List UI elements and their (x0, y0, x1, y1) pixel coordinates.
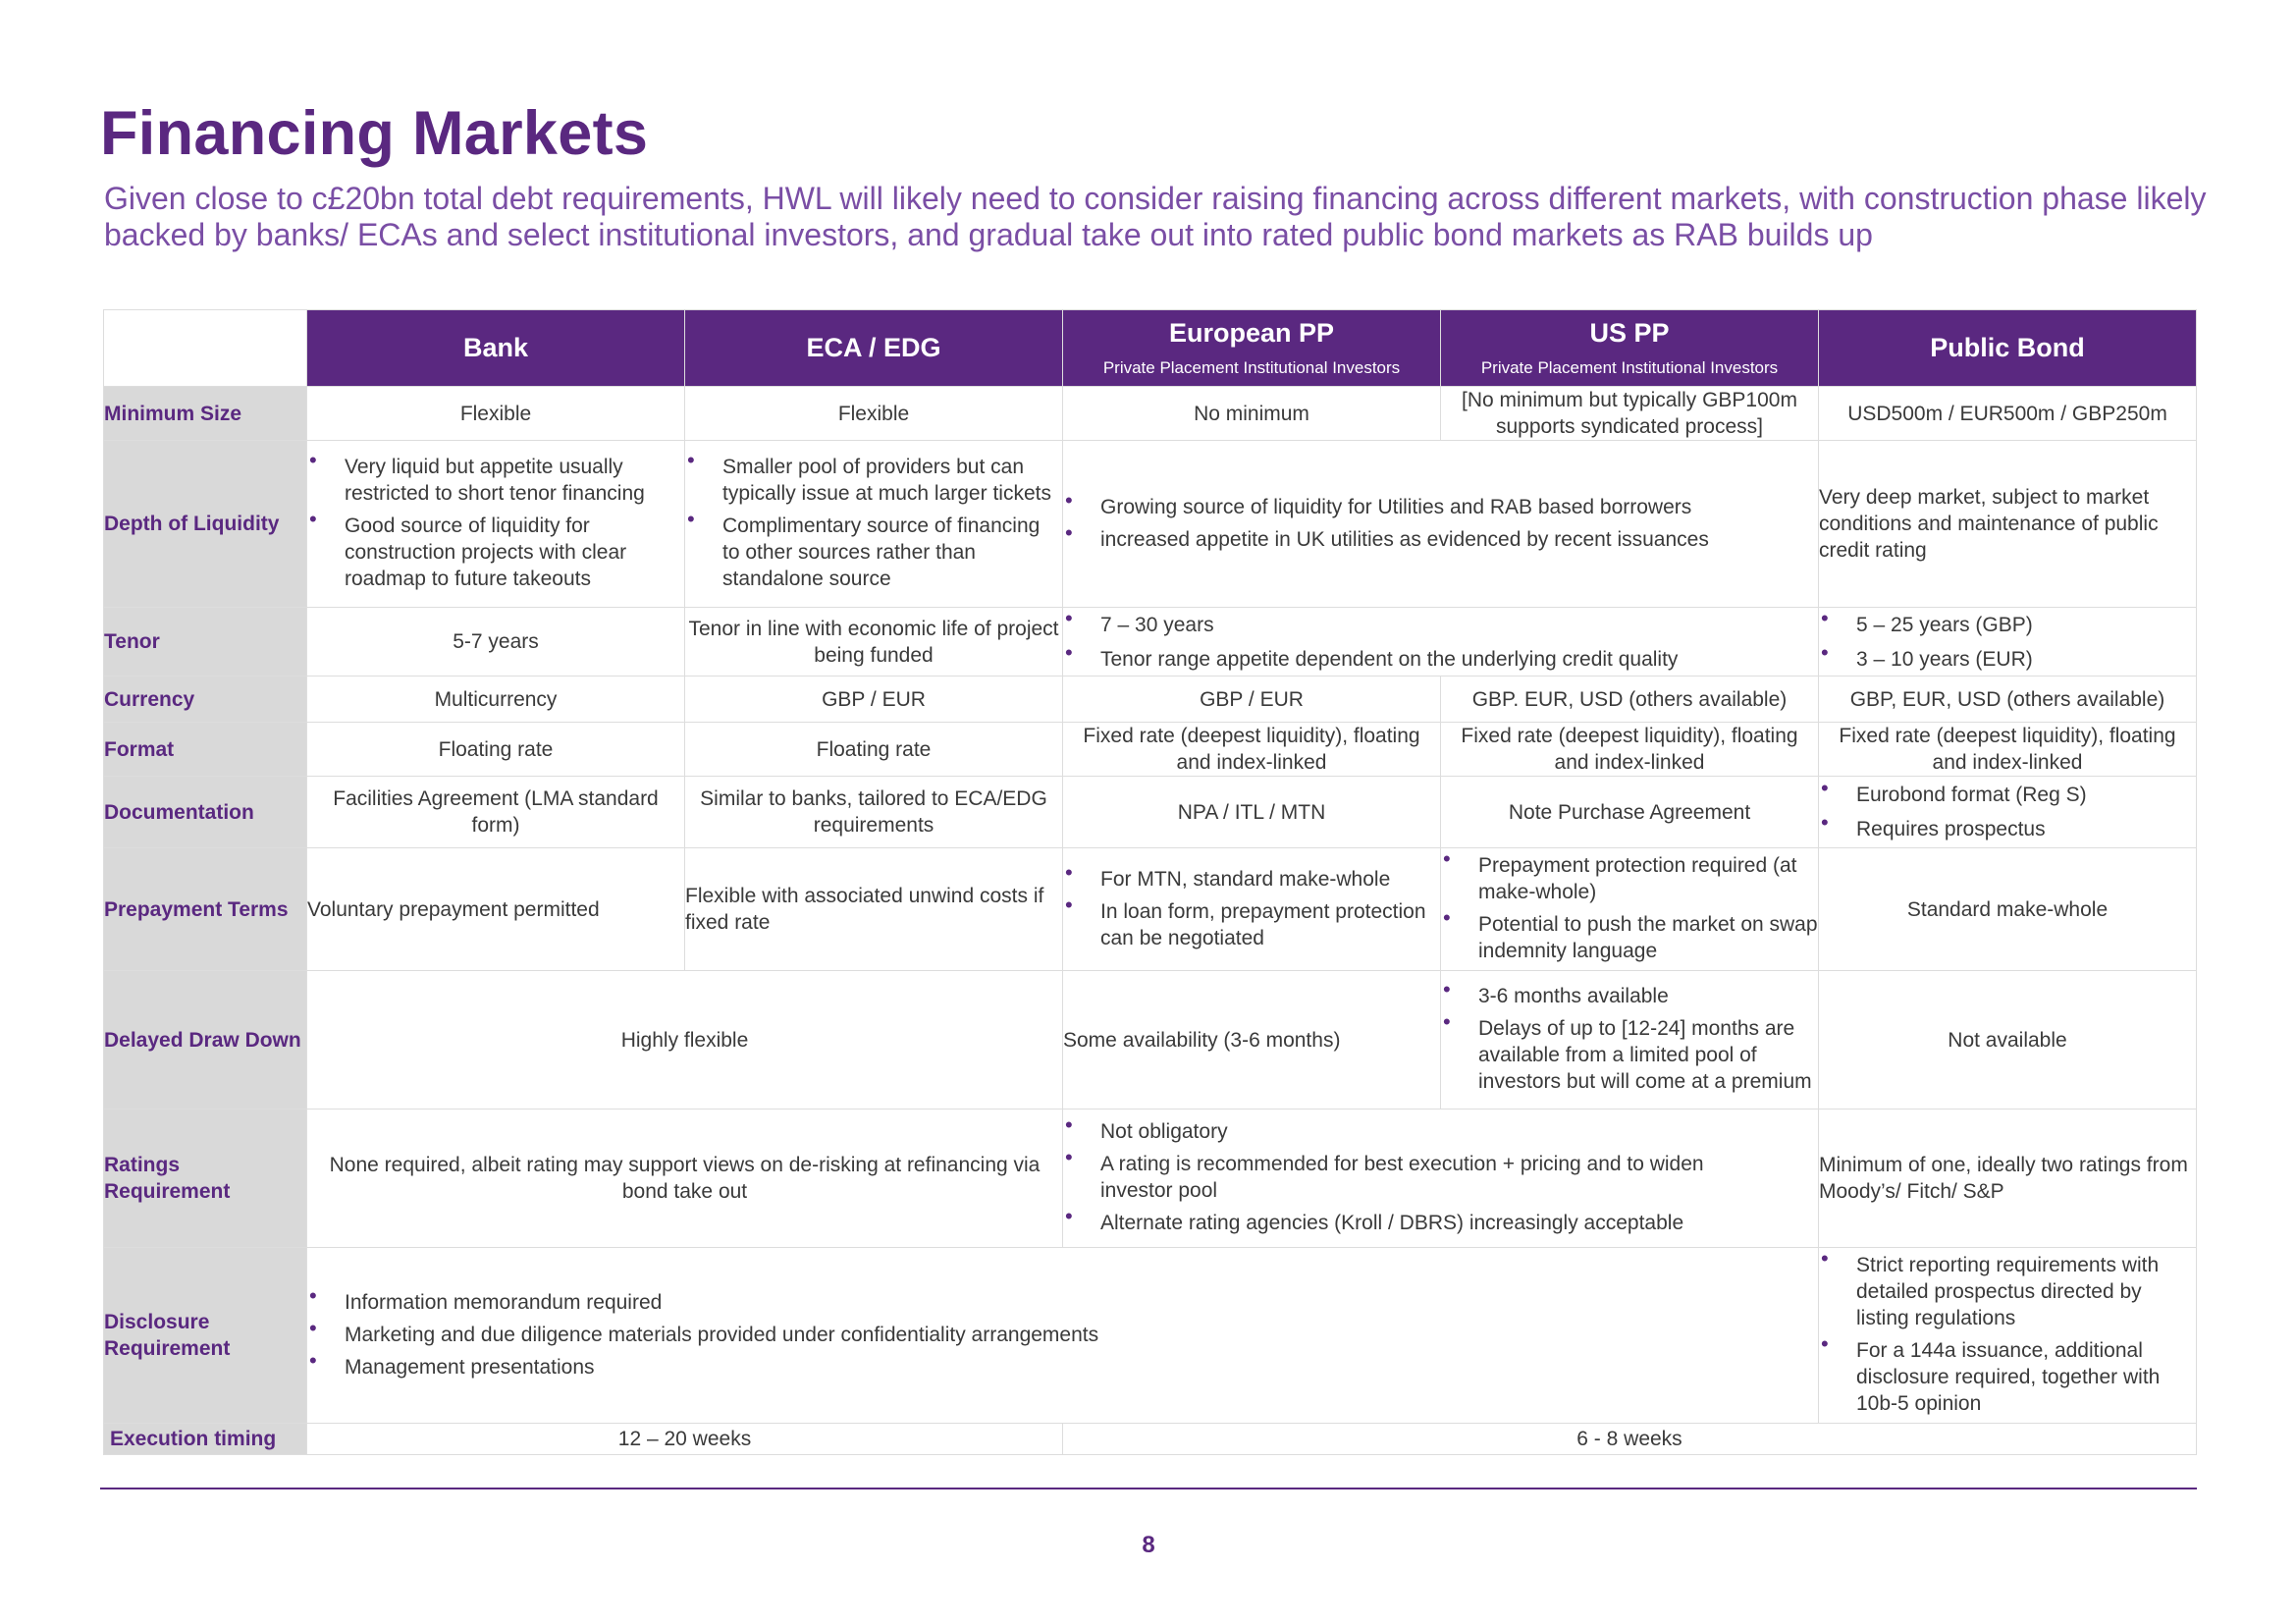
column-header-label: Bank (462, 333, 529, 362)
bullet-item: • Prepayment protection required (at make-whole) (1441, 852, 1818, 905)
bullet-item: • For a 144a issuance, additional disclosure required, together with 10b-5 opinion (1819, 1337, 2196, 1417)
bullet-item: • 7 – 30 years (1063, 612, 1818, 638)
cell-execution-bank-eca: 12 – 20 weeks (307, 1424, 1063, 1455)
cell-prepayment-bank: Voluntary prepayment permitted (307, 848, 685, 971)
cell-format-bank: Floating rate (307, 723, 685, 777)
table-header-row (104, 310, 2197, 387)
bullet-list (1819, 612, 2196, 673)
cell-disclosure-private-markets (307, 1248, 1819, 1424)
bullet-list (1441, 983, 1818, 1095)
bullet-list (307, 454, 684, 592)
cell-depth-eca (685, 441, 1063, 608)
page-title: Financing Markets (100, 99, 649, 168)
column-header-label: ECA / EDG (806, 333, 941, 362)
cell-prepayment-us-pp (1441, 848, 1819, 971)
bullet-list (307, 1289, 1818, 1380)
cell-documentation-public-bond (1819, 777, 2197, 848)
bullet-item: • Management presentations (307, 1354, 1818, 1380)
cell-currency-eca: GBP / EUR (685, 677, 1063, 723)
cell-documentation-eca: Similar to banks, tailored to ECA/EDG requirements (685, 777, 1063, 848)
cell-tenor-bank: 5-7 years (307, 608, 685, 677)
bullet-item: • Complimentary source of financing to other sources rather than standalone source (685, 513, 1062, 592)
footer-divider (100, 1488, 2197, 1489)
page-subtitle: Given close to c£20bn total debt requirements, HWL will likely need to consider raising financing across different markets, with construction phase likely backed by banks/ ECAs and select institutional investors, and gradual take out into rated public bond markets as RAB builds up (104, 181, 2207, 252)
cell-minimum-size-us-pp: [No minimum but typically GBP100m supports syndicated process] (1441, 387, 1819, 441)
bullet-list (1063, 612, 1818, 673)
bullet-item: • Not obligatory (1063, 1118, 1818, 1145)
table-row-depth-of-liquidity (104, 441, 2197, 608)
bullet-list (1063, 494, 1818, 553)
column-header-label: European PP (1168, 318, 1335, 348)
bullet-item: • Good source of liquidity for construction projects with clear roadmap to future takeouts (307, 513, 684, 592)
bullet-list (1063, 866, 1440, 951)
table-row-disclosure-requirement (104, 1248, 2197, 1424)
bullet-item: • 5 – 25 years (GBP) (1819, 612, 2196, 638)
cell-minimum-size-european-pp: No minimum (1063, 387, 1441, 441)
bullet-item: • In loan form, prepayment protection can be negotiated (1063, 898, 1440, 951)
bullet-list (685, 454, 1062, 592)
column-header-european-pp (1063, 310, 1441, 387)
bullet-item: • Requires prospectus (1819, 816, 2196, 842)
column-header-sublabel: Private Placement Institutional Investors (1480, 358, 1779, 377)
cell-depth-private-placement (1063, 441, 1819, 608)
cell-documentation-european-pp: NPA / ITL / MTN (1063, 777, 1441, 848)
financing-markets-table (103, 309, 2197, 1455)
cell-currency-public-bond: GBP, EUR, USD (others available) (1819, 677, 2197, 723)
bullet-list (1819, 782, 2196, 842)
table-corner (104, 310, 307, 387)
table-row-documentation (104, 777, 2197, 848)
bullet-item: • Tenor range appetite dependent on the underlying credit quality (1063, 646, 1818, 673)
cell-prepayment-european-pp (1063, 848, 1441, 971)
cell-currency-bank: Multicurrency (307, 677, 685, 723)
column-header-eca-edg (685, 310, 1063, 387)
column-header-label: Public Bond (1930, 333, 2085, 362)
cell-depth-bank (307, 441, 685, 608)
row-header-ratings-requirement: Ratings Requirement (104, 1110, 307, 1248)
bullet-item: • Eurobond format (Reg S) (1819, 782, 2196, 808)
table-row-tenor (104, 608, 2197, 677)
cell-delayed-us-pp (1441, 971, 1819, 1110)
row-header-prepayment-terms: Prepayment Terms (104, 848, 307, 971)
row-header-currency: Currency (104, 677, 307, 723)
cell-documentation-bank: Facilities Agreement (LMA standard form) (307, 777, 685, 848)
cell-format-public-bond: Fixed rate (deepest liquidity), floating and index-linked (1819, 723, 2197, 777)
bullet-item: • Smaller pool of providers but can typically issue at much larger tickets (685, 454, 1062, 507)
column-header-bank (307, 310, 685, 387)
column-header-sublabel: Private Placement Institutional Investors (1102, 358, 1401, 377)
bullet-list (1819, 1252, 2196, 1417)
cell-disclosure-public-bond (1819, 1248, 2197, 1424)
page-number: 8 (1142, 1532, 1155, 1558)
cell-minimum-size-public-bond: USD500m / EUR500m / GBP250m (1819, 387, 2197, 441)
bullet-item: • A rating is recommended for best execution + pricing and to widen investor pool (1063, 1151, 1818, 1204)
cell-tenor-public-bond (1819, 608, 2197, 677)
cell-ratings-bank-eca: None required, albeit rating may support views on de-risking at refinancing via bond take out (307, 1110, 1063, 1248)
cell-delayed-public-bond: Not available (1819, 971, 2197, 1110)
cell-minimum-size-bank: Flexible (307, 387, 685, 441)
cell-tenor-eca: Tenor in line with economic life of project being funded (685, 608, 1063, 677)
cell-delayed-bank-eca: Highly flexible (307, 971, 1063, 1110)
row-header-tenor: Tenor (104, 608, 307, 677)
bullet-item: • Alternate rating agencies (Kroll / DBRS) increasingly acceptable (1063, 1210, 1818, 1236)
cell-delayed-european-pp: Some availability (3-6 months) (1063, 971, 1441, 1110)
table-row-prepayment-terms (104, 848, 2197, 971)
cell-ratings-public-bond: Minimum of one, ideally two ratings from Moody’s/ Fitch/ S&P (1819, 1110, 2197, 1248)
cell-ratings-private-placement (1063, 1110, 1819, 1248)
bullet-list (1063, 1118, 1818, 1236)
bullet-item: • Delays of up to [12-24] months are available from a limited pool of investors but will come at a premium (1441, 1015, 1818, 1095)
row-header-format: Format (104, 723, 307, 777)
cell-minimum-size-eca: Flexible (685, 387, 1063, 441)
bullet-item: • For MTN, standard make-whole (1063, 866, 1440, 893)
bullet-item: • Marketing and due diligence materials provided under confidentiality arrangements (307, 1322, 1818, 1348)
column-header-public-bond (1819, 310, 2197, 387)
table-row-currency (104, 677, 2197, 723)
table-row-minimum-size (104, 387, 2197, 441)
cell-format-us-pp: Fixed rate (deepest liquidity), floating and index-linked (1441, 723, 1819, 777)
column-header-label: US PP (1589, 318, 1670, 348)
bullet-item: • Information memorandum required (307, 1289, 1818, 1316)
table-row-format (104, 723, 2197, 777)
bullet-item: • Growing source of liquidity for Utilities and RAB based borrowers (1063, 494, 1818, 520)
table-row-execution-timing (104, 1424, 2197, 1455)
row-header-disclosure-requirement: Disclosure Requirement (104, 1248, 307, 1424)
cell-currency-us-pp: GBP. EUR, USD (others available) (1441, 677, 1819, 723)
bullet-item: • Strict reporting requirements with detailed prospectus directed by listing regulations (1819, 1252, 2196, 1331)
cell-documentation-us-pp: Note Purchase Agreement (1441, 777, 1819, 848)
bullet-item: • 3 – 10 years (EUR) (1819, 646, 2196, 673)
column-header-us-pp (1441, 310, 1819, 387)
cell-execution-pp-bond: 6 - 8 weeks (1063, 1424, 2197, 1455)
row-header-documentation: Documentation (104, 777, 307, 848)
bullet-item: • Very liquid but appetite usually restricted to short tenor financing (307, 454, 684, 507)
cell-depth-public-bond: Very deep market, subject to market conditions and maintenance of public credit rating (1819, 441, 2197, 608)
cell-prepayment-eca: Flexible with associated unwind costs if fixed rate (685, 848, 1063, 971)
table-row-delayed-draw-down (104, 971, 2197, 1110)
cell-tenor-private-placement (1063, 608, 1819, 677)
cell-currency-european-pp: GBP / EUR (1063, 677, 1441, 723)
bullet-item: • increased appetite in UK utilities as evidenced by recent issuances (1063, 526, 1818, 553)
bullet-list (1441, 852, 1818, 964)
cell-format-european-pp: Fixed rate (deepest liquidity), floating and index-linked (1063, 723, 1441, 777)
cell-format-eca: Floating rate (685, 723, 1063, 777)
row-header-delayed-draw-down: Delayed Draw Down (104, 971, 307, 1110)
table-row-ratings-requirement (104, 1110, 2197, 1248)
cell-prepayment-public-bond: Standard make-whole (1819, 848, 2197, 971)
row-header-depth-of-liquidity: Depth of Liquidity (104, 441, 307, 608)
bullet-item: • 3-6 months available (1441, 983, 1818, 1009)
row-header-execution-timing: Execution timing (104, 1424, 307, 1455)
bullet-item: • Potential to push the market on swap indemnity language (1441, 911, 1818, 964)
row-header-minimum-size: Minimum Size (104, 387, 307, 441)
